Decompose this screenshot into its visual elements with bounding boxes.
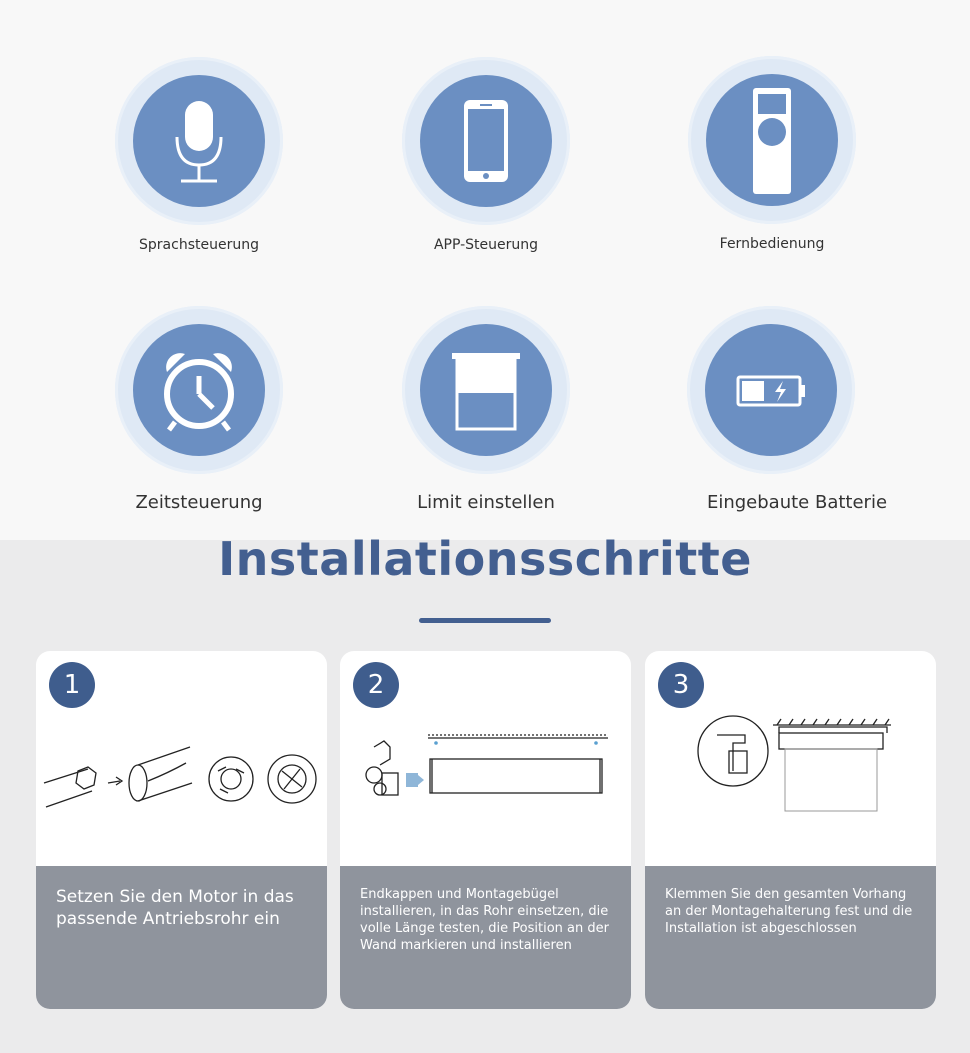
- step-card-3: [645, 651, 936, 1009]
- feature-timer: [79, 306, 319, 513]
- feature-label: Limit einstellen: [417, 492, 555, 513]
- feature-label: Eingebaute Batterie: [706, 492, 888, 513]
- step-card-1: [36, 651, 327, 1009]
- alarm-clock-icon: [133, 324, 265, 456]
- motor-tube-illustration: [36, 711, 327, 861]
- microphone-icon: [133, 75, 265, 207]
- feature-label: Zeitsteuerung: [135, 492, 263, 513]
- step-number: 1: [49, 662, 95, 708]
- feature-label: APP-Steuerung: [433, 237, 539, 253]
- feature-remote-control: [652, 56, 892, 252]
- step-description: Setzen Sie den Motor in das passende Antriebsrohr ein: [36, 866, 327, 1009]
- feature-battery: [677, 306, 917, 513]
- installation-title: Installationsschritte: [218, 532, 752, 586]
- step-description: Endkappen und Montagebügel installieren, in das Rohr einsetzen, die volle Länge testen, die Position an der Wand markieren und installieren: [340, 866, 631, 1009]
- feature-voice-control: [79, 57, 319, 253]
- step-number: 2: [353, 662, 399, 708]
- feature-label: Sprachsteuerung: [139, 237, 259, 253]
- bracket-tube-illustration: [340, 711, 631, 861]
- feature-limit: [366, 306, 606, 513]
- remote-control-icon: [706, 74, 838, 206]
- title-underline: [419, 618, 551, 623]
- step-card-2: [340, 651, 631, 1009]
- smartphone-icon: [420, 75, 552, 207]
- feature-label: Fernbedienung: [719, 236, 825, 252]
- finished-installation-illustration: [645, 711, 936, 861]
- feature-app-control: [366, 57, 606, 253]
- step-description: Klemmen Sie den gesamten Vorhang an der Montagehalterung fest und die Installation ist abgeschlossen: [645, 866, 936, 1009]
- feature-ring: [115, 57, 283, 225]
- window-blind-icon: [420, 324, 552, 456]
- step-number: 3: [658, 662, 704, 708]
- battery-charging-icon: [705, 324, 837, 456]
